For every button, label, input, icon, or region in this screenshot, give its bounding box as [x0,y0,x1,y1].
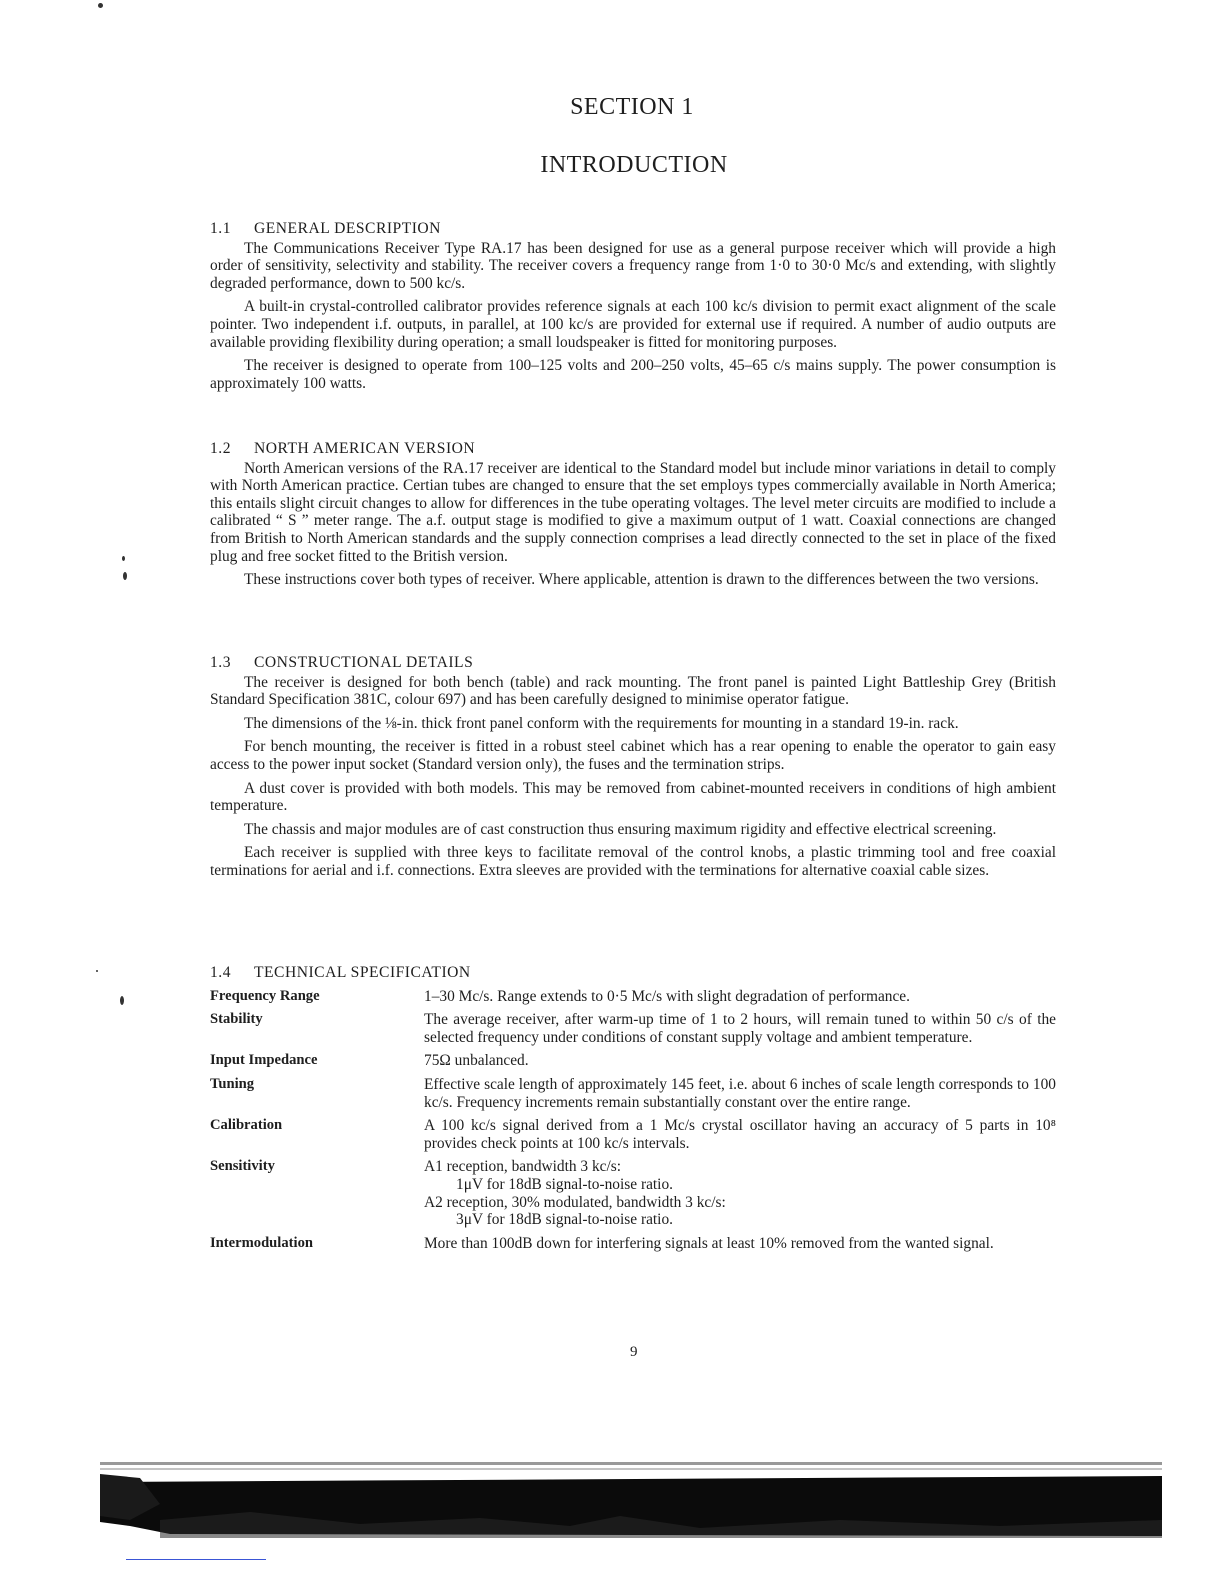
section-heading: 1.3 CONSTRUCTIONAL DETAILS [210,654,474,671]
spec-label: Input Impedance [210,1052,318,1069]
page-number: 9 [630,1344,638,1360]
spec-row-stability [210,1011,1056,1046]
speck [120,996,124,1005]
spec-row-frequency-range [210,988,1056,1006]
spec-value: 1–30 Mc/s. Range extends to 0·5 Mc/s with slight degradation of performance. [424,987,910,1005]
speck [98,3,103,8]
speck [123,572,127,580]
section-heading: 1.4 TECHNICAL SPECIFICATION [210,964,471,981]
speck [96,970,98,972]
section-heading: 1.1 GENERAL DESCRIPTION [210,220,441,237]
spec-label: Tuning [210,1075,255,1092]
spec-row-input-impedance [210,1052,1056,1070]
scan-edge-artifact [100,1460,1162,1538]
spec-row-calibration [210,1117,1056,1152]
spec-value: A1 reception, bandwidth 3 kc/s: 1μV for 18dB signal-to-noise ratio. A2 reception, 30% modulated, bandwidth 3 kc/s: 3μV for 18dB signal-to-noise ratio. [424,1158,726,1229]
spec-value: A 100 kc/s signal derived from a 1 Mc/s crystal oscillator having an accuracy of 5 parts in 10⁸ provides check points at 100 kc/s intervals. [424,1117,1056,1152]
spec-label: Intermodulation [210,1234,313,1251]
paragraph: The dimensions of the ⅛-in. thick front panel conform with the requirements for mounting in a standard 19-in. rack. [244,714,959,732]
spec-row-tuning [210,1076,1056,1111]
spec-value: 75Ω unbalanced. [424,1052,529,1070]
paragraph: The receiver is designed to operate from 100–125 volts and 200–250 volts, 45–65 c/s mains supply. The power consumption is approximately 100 watts. [210,357,1056,392]
paragraph: The chassis and major modules are of cast construction thus ensuring maximum rigidity and effective electrical screening. [244,820,997,838]
spec-label: Frequency Range [210,987,320,1004]
paragraph: For bench mounting, the receiver is fitted in a robust steel cabinet which has a rear opening to enable the operator to gain easy access to the power input socket (Standard version only), the fuses and the termination strips. [210,738,1056,773]
paragraph: A built-in crystal-controlled calibrator provides reference signals at each 100 kc/s division to permit exact alignment of the scale pointer. Two independent i.f. outputs, in parallel, at 100 kc/s are provided for external use if required. A number of audio outputs are available providing flexibility during operation; a small loudspeaker is fitted for monitoring purposes. [210,298,1056,351]
spec-row-sensitivity [210,1158,1056,1228]
paragraph: North American versions of the RA.17 receiver are identical to the Standard model but include minor variations in detail to comply with North American practice. Certian tubes are changed to ensure that the set employs types commercially available in North America; this entails slight circuit changes to allow for differences in the tube operating voltages. The level meter circuits are modified to include a calibrated “ S ” meter range. The a.f. output stage is modified to give a maximum output of 1 watt. Coaxial connections are changed from British to North American standards and the supply connection comprises a lead directly connected to the set in place of the fixed plug and free socket fitted to the British version. [210,459,1056,565]
paragraph: A dust cover is provided with both models. This may be removed from cabinet-mounted receivers in conditions of high ambient temperature. [210,779,1056,815]
general-description-section [210,220,1056,398]
section-number: SECTION 1 [570,94,694,120]
underline-mark [126,1559,266,1560]
section-heading: 1.2 NORTH AMERICAN VERSION [210,440,476,457]
section-title: INTRODUCTION [540,152,728,178]
paragraph: These instructions cover both types of receiver. Where applicable, attention is drawn to the differences between the two versions. [244,571,1039,589]
constructional-details-section [210,654,1056,886]
spec-label: Calibration [210,1117,283,1134]
spec-label: Sensitivity [210,1158,275,1175]
speck [122,556,125,561]
paragraph: The receiver is designed for both bench (table) and rack mounting. The front panel is painted Light Battleship Grey (British Standard Specification 381C, colour 697) and has been carefully designed to minimise operator fatigue. [210,673,1056,709]
paragraph: Each receiver is supplied with three keys to facilitate removal of the control knobs, a plastic trimming tool and free coaxial terminations for aerial and i.f. connections. Extra sleeves are provided with the terminations for alternative coaxial cable sizes. [210,844,1056,879]
spec-value: The average receiver, after warm-up time of 1 to 2 hours, will remain tuned to within 50 c/s of the selected frequency under conditions of constant supply voltage and ambient temperature. [424,1011,1056,1046]
spec-label: Stability [210,1011,263,1028]
spec-row-intermodulation [210,1235,1056,1253]
technical-specification-section [210,964,1056,1258]
spec-value: Effective scale length of approximately 145 feet, i.e. about 6 inches of scale length corresponds to 100 kc/s. Frequency increments remain substantially constant over the entire range. [424,1075,1056,1111]
spec-value: More than 100dB down for interfering signals at least 10% removed from the wanted signal. [424,1234,994,1252]
north-american-version-section [210,440,1056,595]
paragraph: The Communications Receiver Type RA.17 has been designed for use as a general purpose receiver which will provide a high order of sensitivity, selectivity and stability. The receiver covers a frequency range from 1·0 to 30·0 Mc/s and extending, with slightly degraded performance, down to 500 kc/s. [210,239,1056,292]
